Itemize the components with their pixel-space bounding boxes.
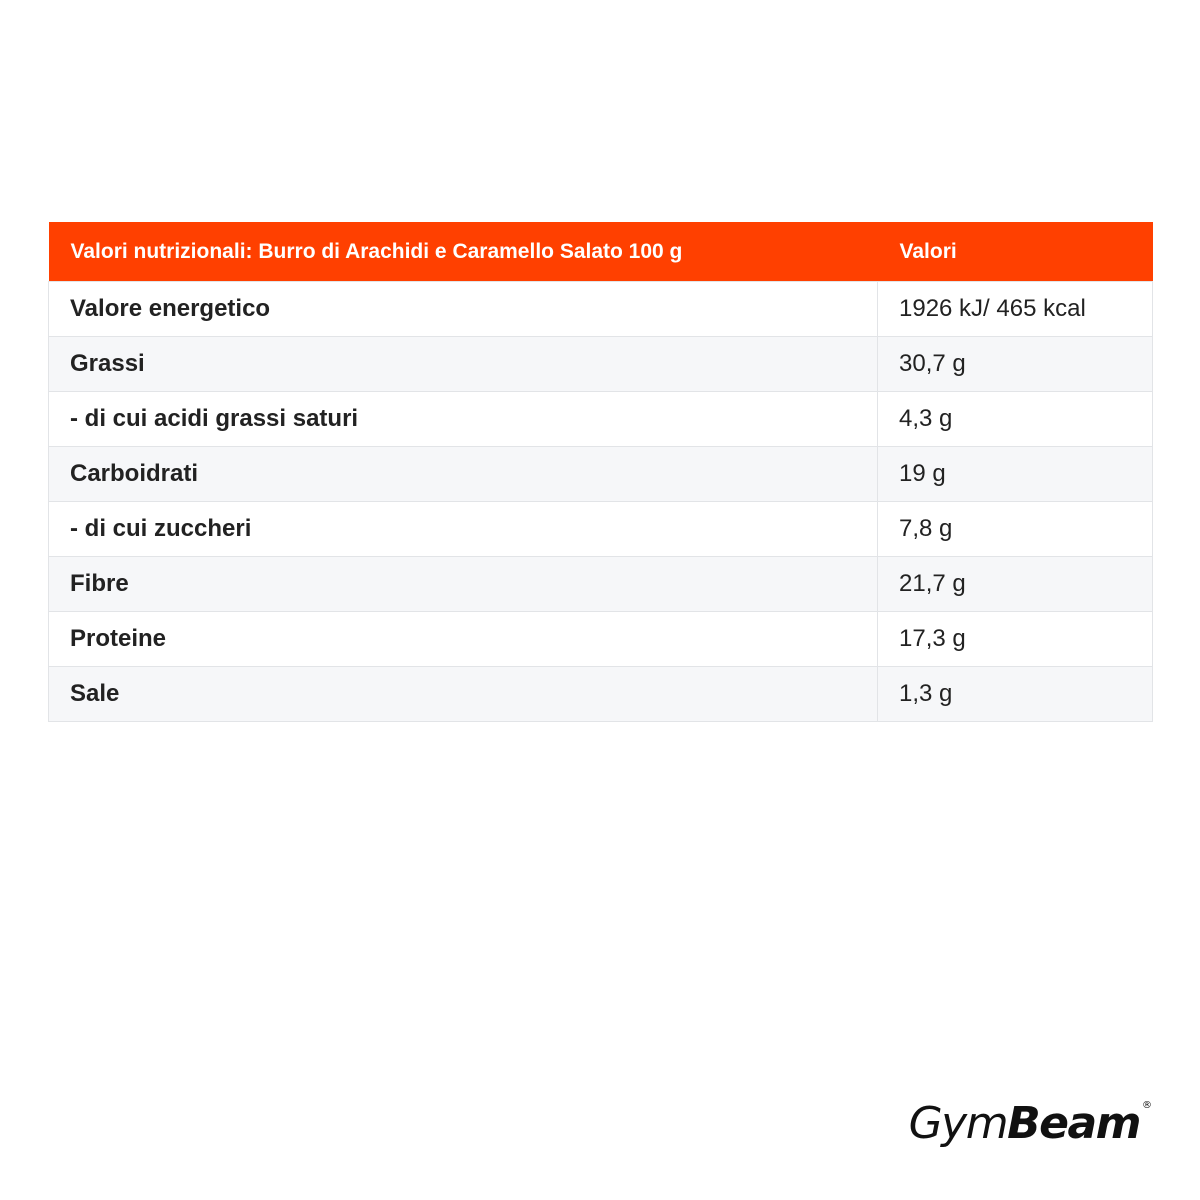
nutrient-value: 7,8 g — [878, 502, 1153, 557]
nutrient-name: - di cui acidi grassi saturi — [49, 392, 878, 447]
nutrient-value: 19 g — [878, 447, 1153, 502]
nutrient-name: Valore energetico — [49, 282, 878, 337]
nutrient-name: Grassi — [49, 337, 878, 392]
nutrient-value: 17,3 g — [878, 612, 1153, 667]
table-row — [49, 337, 1153, 392]
nutrient-value: 1,3 g — [878, 667, 1153, 722]
nutrient-name: Sale — [49, 667, 878, 722]
table-header — [49, 222, 1153, 282]
nutrient-value: 4,3 g — [878, 392, 1153, 447]
nutrient-value: 21,7 g — [878, 557, 1153, 612]
nutrition-table — [48, 222, 1153, 722]
table-row — [49, 392, 1153, 447]
table-row — [49, 502, 1153, 557]
logo-text-beam: Beam — [1007, 1098, 1140, 1149]
table-row — [49, 282, 1153, 337]
logo-text-gym: Gym — [908, 1098, 1008, 1149]
nutrient-value: 1926 kJ/ 465 kcal — [878, 282, 1153, 337]
table-row — [49, 667, 1153, 722]
registered-mark: ® — [1142, 1100, 1152, 1111]
table-row — [49, 447, 1153, 502]
header-value: Valori — [878, 222, 1153, 282]
nutrient-name: Carboidrati — [49, 447, 878, 502]
table-row — [49, 612, 1153, 667]
header-nutrient: Valori nutrizionali: Burro di Arachidi e Caramello Salato 100 g — [49, 222, 878, 282]
table-body — [49, 282, 1153, 722]
gymbeam-logo — [908, 1098, 1152, 1149]
nutrient-value: 30,7 g — [878, 337, 1153, 392]
table-row — [49, 557, 1153, 612]
table-header-row — [49, 222, 1153, 282]
nutrient-name: Fibre — [49, 557, 878, 612]
nutrient-name: - di cui zuccheri — [49, 502, 878, 557]
nutrient-name: Proteine — [49, 612, 878, 667]
